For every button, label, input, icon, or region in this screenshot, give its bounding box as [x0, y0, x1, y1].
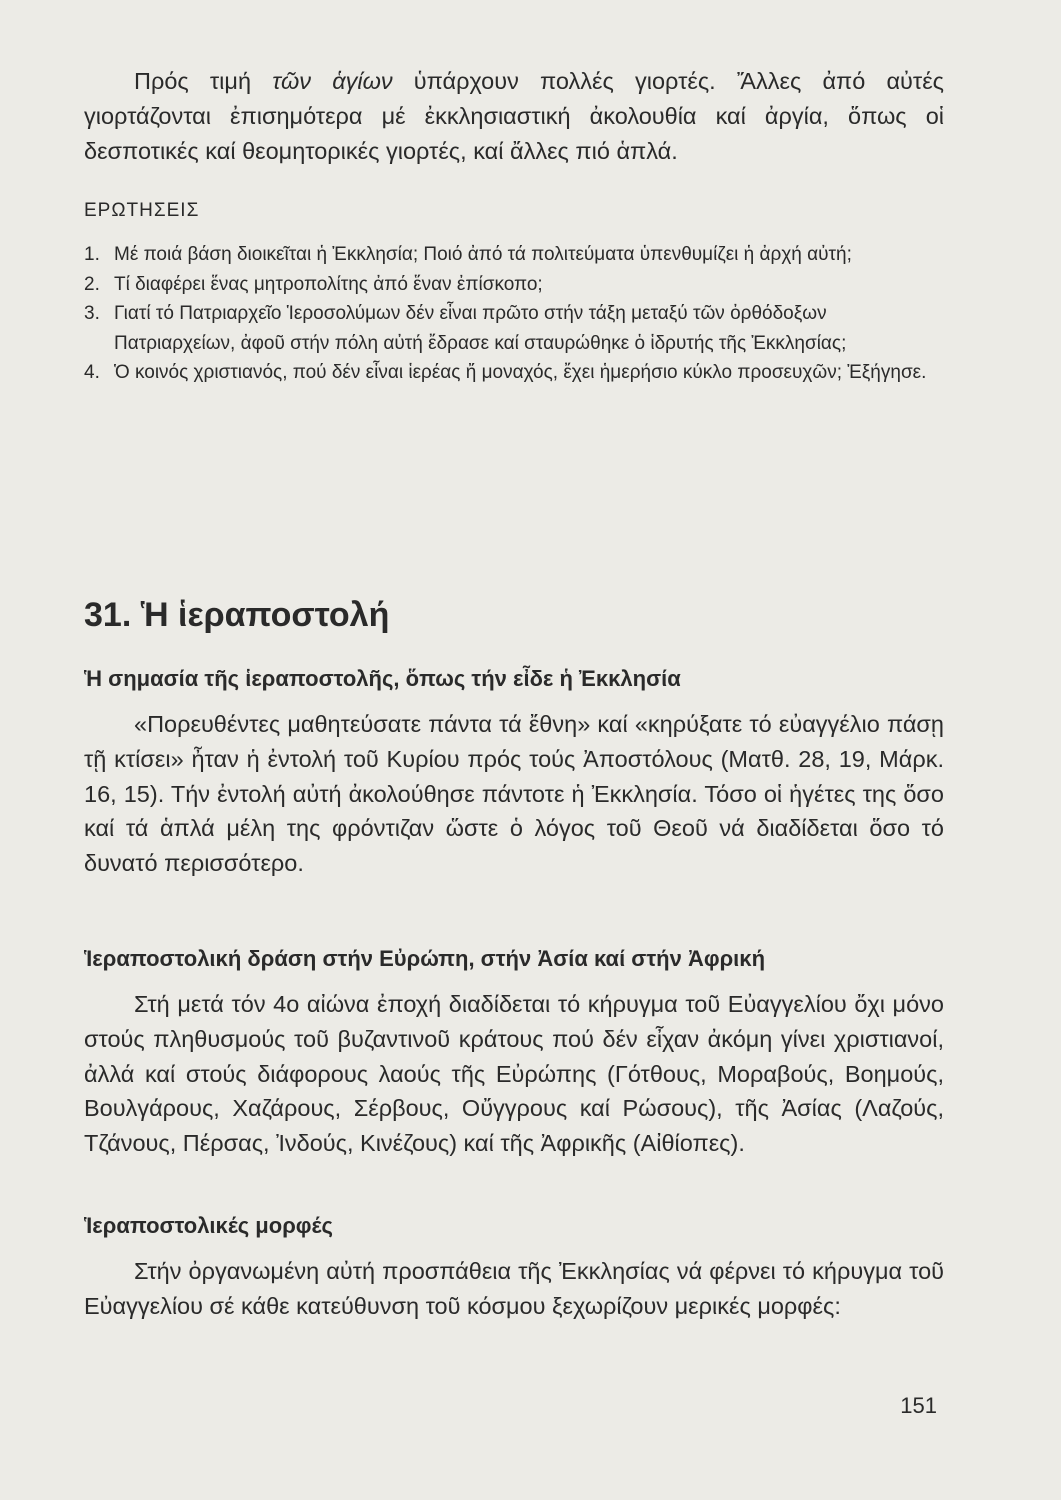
question-item — [84, 299, 944, 358]
question-item — [84, 358, 944, 388]
question-item — [84, 270, 944, 300]
section-heading: Ἡ σημασία τῆς ἱεραποστολῆς, ὅπως τήν εἶδε ἡ Ἐκκλησία — [84, 666, 681, 691]
intro-paragraph — [84, 64, 944, 169]
questions-list — [84, 240, 944, 388]
section-body: Στή μετά τόν 4ο αἰώνα ἐποχή διαδίδεται τό κήρυγμα τοῦ Εὐαγγελίου ὄχι μόνο στούς πληθυσμούς τοῦ βυζαντινοῦ κράτους πού δέν εἶχαν ἀκόμη γίνει χριστιανοί, ἀλλά καί στούς διάφορους λαούς τῆς Εὐρώπης (Γότθους, Μοραβούς, Βοημούς, Βουλγάρους, Χαζάρους, Σέρβους, Οὔγγρους καί Ρώσους), τῆς Ἀσίας (Λαζούς, Τζάνους, Πέρσας, Ἰνδούς, Κινέζους) καί τῆς Ἀφρικῆς (Αἰθίοπες). — [84, 991, 944, 1157]
question-number: 3. — [84, 303, 100, 324]
section-heading: Ἱεραποστολική δράση στήν Εὐρώπη, στήν Ἀσία καί στήν Ἀφρική — [84, 946, 766, 971]
section-body: Στήν ὀργανωμένη αὐτή προσπάθεια τῆς Ἐκκλησίας νά φέρνει τό κήρυγμα τοῦ Εὐαγγελίου σέ κάθε κατεύθυνση τοῦ κόσμου ξεχωρίζουν μερικές μορφές: — [84, 1258, 944, 1319]
question-number: 2. — [84, 273, 100, 295]
question-number: 1. — [84, 244, 100, 265]
question-text: Τί διαφέρει ἕνας μητροπολίτης ἀπό ἕναν ἐπίσκοπο; — [114, 273, 543, 295]
question-text: Μέ ποιά βάση διοικεῖται ἡ Ἐκκλησία; Ποιό ἀπό τά πολιτεύματα ὑπενθυμίζει ἡ ἀρχή αὐτή; — [114, 244, 852, 265]
chapter-title: 31. Ἡ ἱεραποστολή — [84, 596, 390, 634]
intro-italic-phrase: τῶν ἁγίων — [272, 68, 393, 94]
question-text: Γιατί τό Πατριαρχεῖο Ἱεροσολύμων δέν εἶναι πρῶτο στήν τάξη μεταξύ τῶν ὀρθόδοξων Πατριαρχείων, ἀφοῦ στήν πόλη αὐτή ἔδρασε καί σταυρώθηκε ὁ ἱδρυτής τῆς Ἐκκλησίας; — [114, 303, 847, 354]
page-number: 151 — [900, 1393, 937, 1418]
section-heading: Ἱεραποστολικές μορφές — [84, 1213, 333, 1238]
question-number: 4. — [84, 362, 100, 383]
question-text: Ὁ κοινός χριστιανός, πού δέν εἶναι ἱερέας ἤ μοναχός, ἔχει ἡμερήσιο κύκλο προσευχῶν; Ἐξήγησε. — [114, 362, 927, 383]
question-item — [84, 240, 944, 270]
intro-text-rest: ὑπάρχουν πολλές γιορτές. Ἄλλες ἀπό αὐτές γιορτάζονται ἐπισημότερα μέ ἐκκλησιαστική ἀκολουθία καί ἀργία, ὅπως οἱ δεσποτικές καί θεομητορικές γιορτές, καί ἄλλες πιό ἁπλά. — [84, 68, 944, 164]
section-body: «Πορευθέντες μαθητεύσατε πάντα τά ἔθνη» καί «κηρύξατε τό εὐαγγέλιο πάσῃ τῇ κτίσει» ἦταν ἡ ἐντολή τοῦ Κυρίου πρός τούς Ἀποστόλους (Ματθ. 28, 19, Μάρκ. 16, 15). Τήν ἐντολή αὐτή ἀκολούθησε πάντοτε ἡ Ἐκκλησία. Τόσο οἱ ἡγέτες της ὅσο καί τά ἁπλά μέλη της φρόντιζαν ὥστε ὁ λόγος τοῦ Θεοῦ νά διαδίδεται ὅσο τό δυνατό περισσότερο. — [84, 711, 944, 877]
questions-heading: ΕΡΩΤΗΣΕΙΣ — [84, 200, 200, 221]
intro-text-start: Πρός τιμή — [134, 68, 273, 94]
